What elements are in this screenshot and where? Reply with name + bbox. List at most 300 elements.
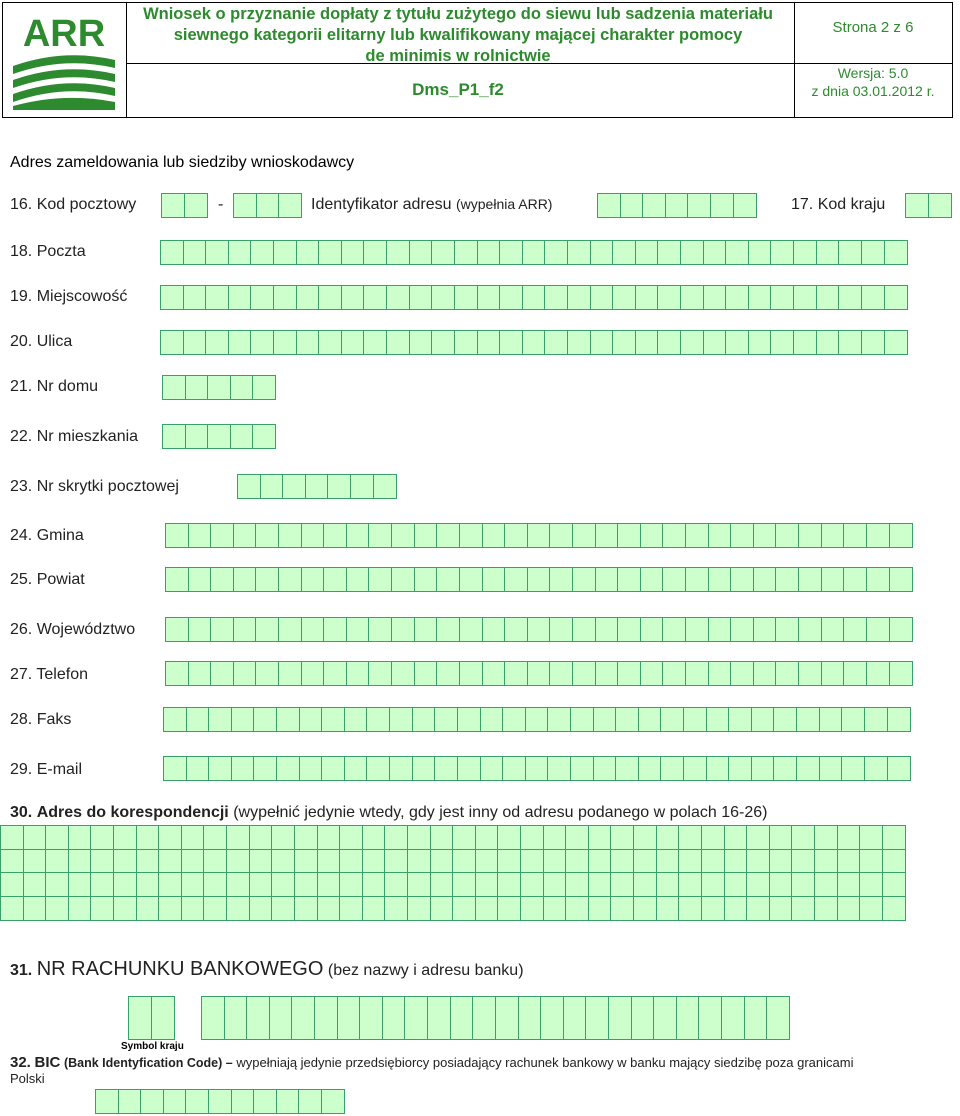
char-box[interactable] xyxy=(525,707,549,732)
char-box[interactable] xyxy=(708,523,732,548)
char-box[interactable] xyxy=(572,661,596,686)
char-box[interactable] xyxy=(753,567,777,592)
char-box[interactable] xyxy=(183,330,207,355)
char-box[interactable] xyxy=(255,523,279,548)
char-box[interactable] xyxy=(233,523,257,548)
char-box[interactable] xyxy=(791,872,815,897)
char-box[interactable] xyxy=(590,330,614,355)
char-box[interactable] xyxy=(502,707,526,732)
bic-field[interactable] xyxy=(95,1089,344,1114)
char-box[interactable] xyxy=(386,285,410,310)
char-box[interactable] xyxy=(796,756,820,781)
char-box[interactable] xyxy=(317,849,341,874)
char-box[interactable] xyxy=(766,996,790,1040)
char-box[interactable] xyxy=(409,330,433,355)
char-box[interactable] xyxy=(861,240,885,265)
char-box[interactable] xyxy=(273,240,297,265)
char-box[interactable] xyxy=(226,896,250,921)
char-box[interactable] xyxy=(273,285,297,310)
voivodeship-field[interactable] xyxy=(165,617,911,642)
char-box[interactable] xyxy=(475,896,499,921)
char-box[interactable] xyxy=(249,872,273,897)
char-box[interactable] xyxy=(640,567,664,592)
char-box[interactable] xyxy=(928,193,952,218)
char-box[interactable] xyxy=(317,872,341,897)
char-box[interactable] xyxy=(136,825,160,850)
char-box[interactable] xyxy=(730,617,754,642)
char-box[interactable] xyxy=(339,872,363,897)
char-box[interactable] xyxy=(368,523,392,548)
char-box[interactable] xyxy=(341,330,365,355)
postal-code-part2-field[interactable] xyxy=(233,193,301,218)
char-box[interactable] xyxy=(291,996,315,1040)
char-box[interactable] xyxy=(678,896,702,921)
char-box[interactable] xyxy=(188,617,212,642)
char-box[interactable] xyxy=(344,756,368,781)
char-box[interactable] xyxy=(861,330,885,355)
char-box[interactable] xyxy=(504,661,528,686)
char-box[interactable] xyxy=(793,240,817,265)
char-box[interactable] xyxy=(527,523,551,548)
char-box[interactable] xyxy=(454,330,478,355)
char-box[interactable] xyxy=(158,849,182,874)
char-box[interactable] xyxy=(597,193,621,218)
char-box[interactable] xyxy=(282,474,306,499)
char-box[interactable] xyxy=(838,240,862,265)
char-box[interactable] xyxy=(346,567,370,592)
char-box[interactable] xyxy=(409,285,433,310)
char-box[interactable] xyxy=(905,193,929,218)
char-box[interactable] xyxy=(373,474,397,499)
char-box[interactable] xyxy=(882,872,906,897)
char-box[interactable] xyxy=(843,617,867,642)
char-box[interactable] xyxy=(163,756,187,781)
char-box[interactable] xyxy=(796,707,820,732)
char-box[interactable] xyxy=(252,424,276,449)
char-box[interactable] xyxy=(866,617,890,642)
char-box[interactable] xyxy=(744,996,768,1040)
char-box[interactable] xyxy=(770,330,794,355)
char-box[interactable] xyxy=(837,825,861,850)
char-box[interactable] xyxy=(504,617,528,642)
char-box[interactable] xyxy=(414,617,438,642)
char-box[interactable] xyxy=(0,872,24,897)
char-box[interactable] xyxy=(635,240,659,265)
char-box[interactable] xyxy=(884,240,908,265)
char-box[interactable] xyxy=(708,617,732,642)
char-box[interactable] xyxy=(431,330,455,355)
char-box[interactable] xyxy=(430,849,454,874)
char-box[interactable] xyxy=(386,240,410,265)
char-box[interactable] xyxy=(391,617,415,642)
char-box[interactable] xyxy=(233,193,257,218)
char-box[interactable] xyxy=(271,849,295,874)
char-box[interactable] xyxy=(703,285,727,310)
char-box[interactable] xyxy=(572,523,596,548)
char-box[interactable] xyxy=(617,523,641,548)
char-box[interactable] xyxy=(165,523,189,548)
char-box[interactable] xyxy=(769,849,793,874)
district-field[interactable] xyxy=(165,567,911,592)
char-box[interactable] xyxy=(472,996,496,1040)
char-box[interactable] xyxy=(208,756,232,781)
char-box[interactable] xyxy=(250,240,274,265)
char-box[interactable] xyxy=(565,825,589,850)
char-box[interactable] xyxy=(572,617,596,642)
char-box[interactable] xyxy=(708,661,732,686)
char-box[interactable] xyxy=(791,825,815,850)
char-box[interactable] xyxy=(495,996,519,1040)
char-box[interactable] xyxy=(162,424,186,449)
char-box[interactable] xyxy=(610,896,634,921)
char-box[interactable] xyxy=(188,661,212,686)
char-box[interactable] xyxy=(382,996,406,1040)
char-box[interactable] xyxy=(163,707,187,732)
char-box[interactable] xyxy=(186,707,210,732)
char-box[interactable] xyxy=(459,567,483,592)
char-box[interactable] xyxy=(527,567,551,592)
char-box[interactable] xyxy=(725,330,749,355)
char-box[interactable] xyxy=(434,707,458,732)
char-box[interactable] xyxy=(746,896,770,921)
char-box[interactable] xyxy=(253,1089,277,1114)
char-box[interactable] xyxy=(414,661,438,686)
char-box[interactable] xyxy=(249,825,273,850)
char-box[interactable] xyxy=(549,523,573,548)
char-box[interactable] xyxy=(798,617,822,642)
char-box[interactable] xyxy=(730,567,754,592)
char-box[interactable] xyxy=(656,872,680,897)
char-box[interactable] xyxy=(502,756,526,781)
char-box[interactable] xyxy=(339,896,363,921)
char-box[interactable] xyxy=(151,996,175,1040)
char-box[interactable] xyxy=(384,849,408,874)
char-box[interactable] xyxy=(136,896,160,921)
char-box[interactable] xyxy=(595,523,619,548)
char-box[interactable] xyxy=(296,330,320,355)
char-box[interactable] xyxy=(653,996,677,1040)
char-box[interactable] xyxy=(685,567,709,592)
char-box[interactable] xyxy=(210,523,234,548)
char-box[interactable] xyxy=(237,474,261,499)
char-box[interactable] xyxy=(660,756,684,781)
char-box[interactable] xyxy=(90,896,114,921)
char-box[interactable] xyxy=(497,872,521,897)
char-box[interactable] xyxy=(475,872,499,897)
char-box[interactable] xyxy=(430,896,454,921)
char-box[interactable] xyxy=(837,872,861,897)
char-box[interactable] xyxy=(226,825,250,850)
char-box[interactable] xyxy=(362,849,386,874)
char-box[interactable] xyxy=(793,330,817,355)
char-box[interactable] xyxy=(882,825,906,850)
char-box[interactable] xyxy=(889,661,913,686)
char-box[interactable] xyxy=(341,240,365,265)
locality-field[interactable] xyxy=(160,285,906,310)
char-box[interactable] xyxy=(588,849,612,874)
char-box[interactable] xyxy=(866,661,890,686)
char-box[interactable] xyxy=(544,330,568,355)
char-box[interactable] xyxy=(821,523,845,548)
char-box[interactable] xyxy=(497,825,521,850)
char-box[interactable] xyxy=(698,996,722,1040)
char-box[interactable] xyxy=(570,707,594,732)
char-box[interactable] xyxy=(635,330,659,355)
char-box[interactable] xyxy=(183,240,207,265)
char-box[interactable] xyxy=(769,896,793,921)
char-box[interactable] xyxy=(160,330,184,355)
char-box[interactable] xyxy=(260,474,284,499)
postal-code-part1-field[interactable] xyxy=(161,193,206,218)
char-box[interactable] xyxy=(165,661,189,686)
char-box[interactable] xyxy=(640,523,664,548)
char-box[interactable] xyxy=(160,240,184,265)
char-box[interactable] xyxy=(246,996,270,1040)
char-box[interactable] xyxy=(701,825,725,850)
char-box[interactable] xyxy=(407,896,431,921)
char-box[interactable] xyxy=(407,872,431,897)
char-box[interactable] xyxy=(301,661,325,686)
char-box[interactable] xyxy=(746,849,770,874)
char-box[interactable] xyxy=(431,285,455,310)
char-box[interactable] xyxy=(341,285,365,310)
char-box[interactable] xyxy=(0,896,24,921)
char-box[interactable] xyxy=(859,849,883,874)
char-box[interactable] xyxy=(404,996,428,1040)
char-box[interactable] xyxy=(230,424,254,449)
char-box[interactable] xyxy=(271,825,295,850)
char-box[interactable] xyxy=(728,756,752,781)
char-box[interactable] xyxy=(638,756,662,781)
char-box[interactable] xyxy=(278,617,302,642)
char-box[interactable] xyxy=(642,193,666,218)
char-box[interactable] xyxy=(680,285,704,310)
char-box[interactable] xyxy=(113,872,137,897)
char-box[interactable] xyxy=(368,567,392,592)
char-box[interactable] xyxy=(728,707,752,732)
char-box[interactable] xyxy=(706,707,730,732)
char-box[interactable] xyxy=(140,1089,164,1114)
char-box[interactable] xyxy=(889,617,913,642)
char-box[interactable] xyxy=(231,1089,255,1114)
char-box[interactable] xyxy=(45,849,69,874)
char-box[interactable] xyxy=(181,896,205,921)
char-box[interactable] xyxy=(527,617,551,642)
char-box[interactable] xyxy=(775,661,799,686)
char-box[interactable] xyxy=(657,285,681,310)
char-box[interactable] xyxy=(452,825,476,850)
char-box[interactable] xyxy=(793,285,817,310)
char-box[interactable] xyxy=(321,756,345,781)
char-box[interactable] xyxy=(412,707,436,732)
char-box[interactable] xyxy=(838,285,862,310)
char-box[interactable] xyxy=(337,996,361,1040)
char-box[interactable] xyxy=(255,617,279,642)
char-box[interactable] xyxy=(567,330,591,355)
char-box[interactable] xyxy=(434,756,458,781)
char-box[interactable] xyxy=(520,825,544,850)
char-box[interactable] xyxy=(118,1089,142,1114)
char-box[interactable] xyxy=(412,756,436,781)
char-box[interactable] xyxy=(635,285,659,310)
char-box[interactable] xyxy=(610,849,634,874)
char-box[interactable] xyxy=(391,567,415,592)
char-box[interactable] xyxy=(791,849,815,874)
char-box[interactable] xyxy=(608,996,632,1040)
char-box[interactable] xyxy=(769,872,793,897)
country-code-field[interactable] xyxy=(905,193,950,218)
char-box[interactable] xyxy=(323,661,347,686)
char-box[interactable] xyxy=(457,756,481,781)
char-box[interactable] xyxy=(186,756,210,781)
char-box[interactable] xyxy=(617,567,641,592)
email-field[interactable] xyxy=(163,756,909,781)
char-box[interactable] xyxy=(452,896,476,921)
char-box[interactable] xyxy=(770,285,794,310)
char-box[interactable] xyxy=(278,523,302,548)
char-box[interactable] xyxy=(482,567,506,592)
char-box[interactable] xyxy=(543,872,567,897)
char-box[interactable] xyxy=(323,523,347,548)
char-box[interactable] xyxy=(837,849,861,874)
char-box[interactable] xyxy=(798,523,822,548)
char-box[interactable] xyxy=(228,330,252,355)
char-box[interactable] xyxy=(859,825,883,850)
char-box[interactable] xyxy=(0,825,24,850)
char-box[interactable] xyxy=(296,240,320,265)
char-box[interactable] xyxy=(188,523,212,548)
char-box[interactable] xyxy=(457,707,481,732)
char-box[interactable] xyxy=(678,825,702,850)
char-box[interactable] xyxy=(861,285,885,310)
char-box[interactable] xyxy=(572,567,596,592)
char-box[interactable] xyxy=(203,825,227,850)
char-box[interactable] xyxy=(477,330,501,355)
char-box[interactable] xyxy=(350,474,374,499)
char-box[interactable] xyxy=(610,872,634,897)
char-box[interactable] xyxy=(294,825,318,850)
char-box[interactable] xyxy=(273,330,297,355)
char-box[interactable] xyxy=(158,825,182,850)
char-box[interactable] xyxy=(595,661,619,686)
char-box[interactable] xyxy=(276,707,300,732)
char-box[interactable] xyxy=(769,825,793,850)
char-box[interactable] xyxy=(294,872,318,897)
char-box[interactable] xyxy=(68,825,92,850)
char-box[interactable] xyxy=(366,707,390,732)
char-box[interactable] xyxy=(859,872,883,897)
char-box[interactable] xyxy=(680,240,704,265)
char-box[interactable] xyxy=(205,240,229,265)
char-box[interactable] xyxy=(68,849,92,874)
char-box[interactable] xyxy=(721,996,745,1040)
char-box[interactable] xyxy=(882,896,906,921)
char-box[interactable] xyxy=(252,375,276,400)
char-box[interactable] xyxy=(362,825,386,850)
char-box[interactable] xyxy=(748,285,772,310)
char-box[interactable] xyxy=(703,240,727,265)
char-box[interactable] xyxy=(814,849,838,874)
char-box[interactable] xyxy=(384,872,408,897)
char-box[interactable] xyxy=(773,707,797,732)
char-box[interactable] xyxy=(547,707,571,732)
char-box[interactable] xyxy=(791,896,815,921)
char-box[interactable] xyxy=(407,825,431,850)
char-box[interactable] xyxy=(866,567,890,592)
char-box[interactable] xyxy=(271,896,295,921)
char-box[interactable] xyxy=(249,896,273,921)
char-box[interactable] xyxy=(633,825,657,850)
char-box[interactable] xyxy=(819,756,843,781)
char-box[interactable] xyxy=(181,872,205,897)
char-box[interactable] xyxy=(113,896,137,921)
char-box[interactable] xyxy=(250,330,274,355)
char-box[interactable] xyxy=(522,285,546,310)
char-box[interactable] xyxy=(746,825,770,850)
char-box[interactable] xyxy=(753,661,777,686)
char-box[interactable] xyxy=(547,756,571,781)
char-box[interactable] xyxy=(612,285,636,310)
char-box[interactable] xyxy=(633,872,657,897)
char-box[interactable] xyxy=(615,756,639,781)
char-box[interactable] xyxy=(522,330,546,355)
post-office-field[interactable] xyxy=(160,240,906,265)
char-box[interactable] xyxy=(276,756,300,781)
char-box[interactable] xyxy=(366,756,390,781)
char-box[interactable] xyxy=(327,474,351,499)
char-box[interactable] xyxy=(389,756,413,781)
po-box-field[interactable] xyxy=(237,474,395,499)
char-box[interactable] xyxy=(612,240,636,265)
char-box[interactable] xyxy=(710,193,734,218)
char-box[interactable] xyxy=(299,756,323,781)
char-box[interactable] xyxy=(203,849,227,874)
char-box[interactable] xyxy=(480,707,504,732)
char-box[interactable] xyxy=(701,896,725,921)
char-box[interactable] xyxy=(231,707,255,732)
char-box[interactable] xyxy=(748,330,772,355)
char-box[interactable] xyxy=(841,756,865,781)
char-box[interactable] xyxy=(482,661,506,686)
char-box[interactable] xyxy=(662,661,686,686)
char-box[interactable] xyxy=(207,375,231,400)
char-box[interactable] xyxy=(662,567,686,592)
char-box[interactable] xyxy=(23,825,47,850)
char-box[interactable] xyxy=(504,567,528,592)
char-box[interactable] xyxy=(816,285,840,310)
char-box[interactable] xyxy=(567,240,591,265)
char-box[interactable] xyxy=(706,756,730,781)
char-box[interactable] xyxy=(339,849,363,874)
char-box[interactable] xyxy=(339,825,363,850)
char-box[interactable] xyxy=(452,872,476,897)
char-box[interactable] xyxy=(590,285,614,310)
char-box[interactable] xyxy=(527,661,551,686)
char-box[interactable] xyxy=(452,849,476,874)
char-box[interactable] xyxy=(640,617,664,642)
phone-field[interactable] xyxy=(165,661,911,686)
char-box[interactable] xyxy=(45,872,69,897)
char-box[interactable] xyxy=(68,872,92,897)
char-box[interactable] xyxy=(363,285,387,310)
char-box[interactable] xyxy=(363,240,387,265)
char-box[interactable] xyxy=(391,523,415,548)
char-box[interactable] xyxy=(662,617,686,642)
commune-field[interactable] xyxy=(165,523,911,548)
char-box[interactable] xyxy=(570,756,594,781)
char-box[interactable] xyxy=(255,661,279,686)
char-box[interactable] xyxy=(431,240,455,265)
